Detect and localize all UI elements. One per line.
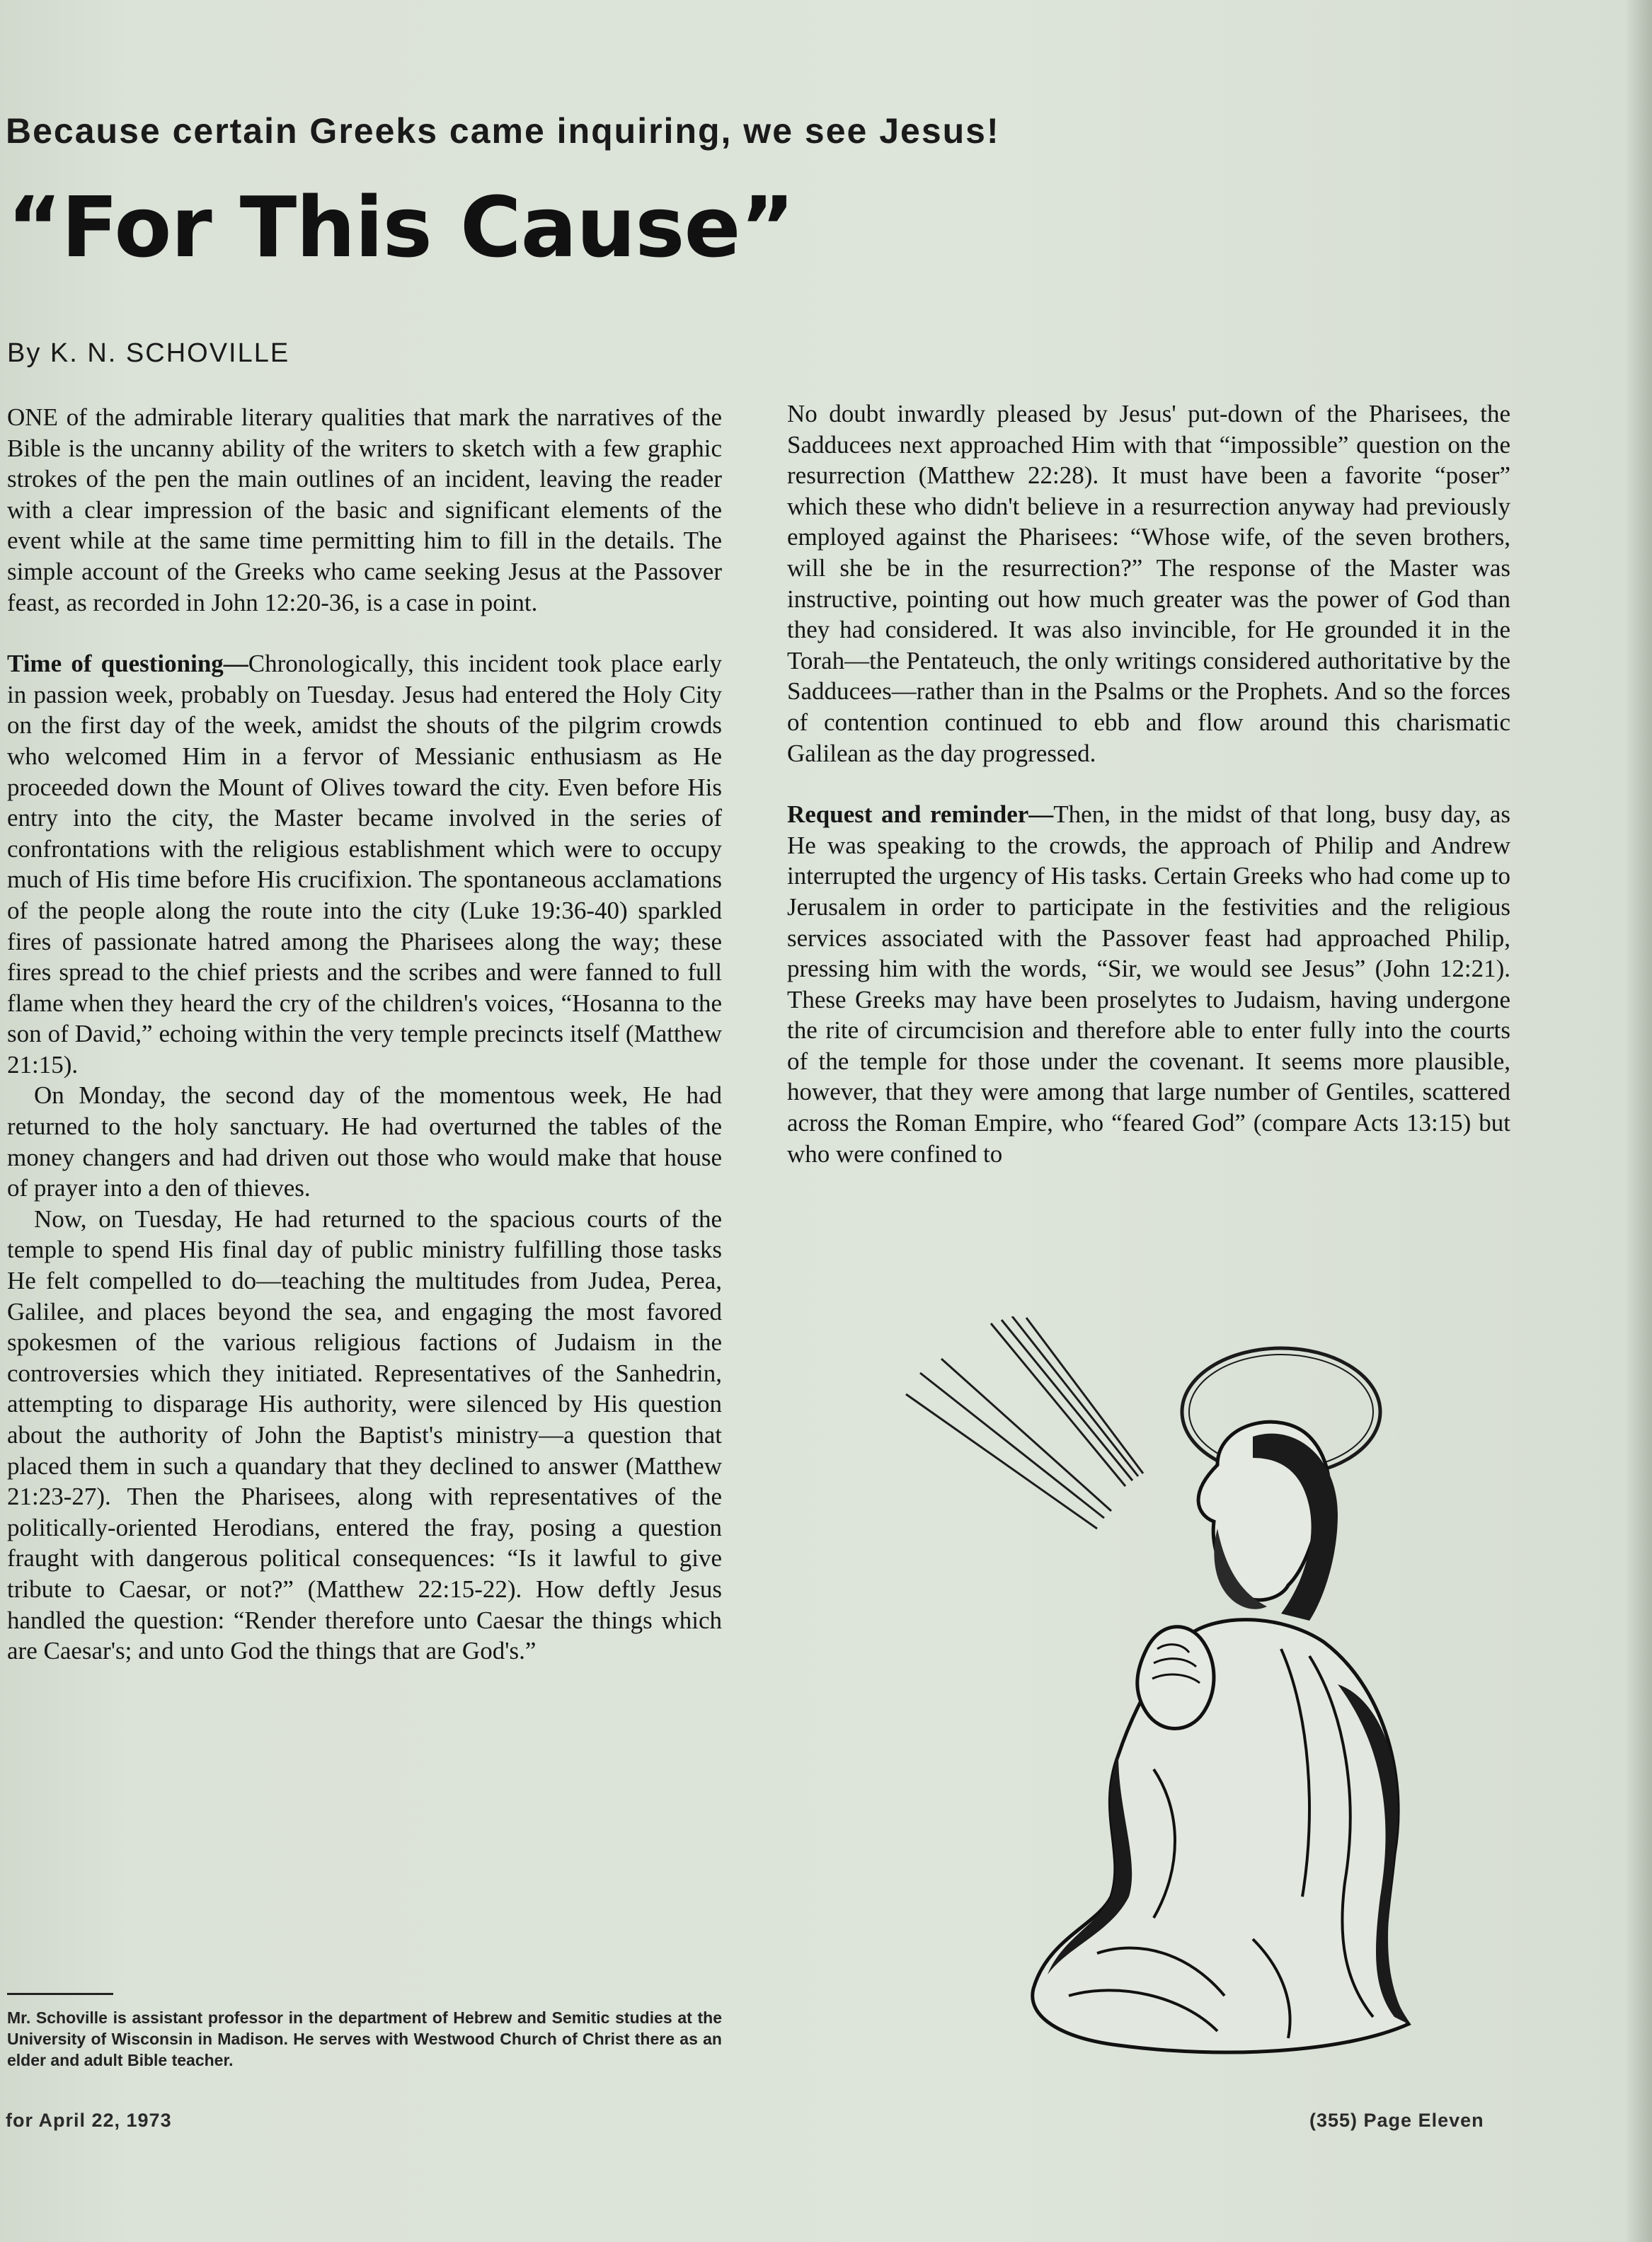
- paragraph-sadducees: No doubt inwardly pleased by Jesus' put-down of the Pharisees, the Sadducees next approached Him with that “impossible” question on the resurrection (Matthew 22:28). It must have been a favorite “poser” which these who didn't believe in a resurrection anyway had previously employed against the Pharisees: “Whose wife, of the seven brothers, will she be in the resurrection?” The response of the Master was instructive, pointing out how much greater was the power of God than they had considered. It was also invincible, for He grounded it in the Torah—the Pentateuch, the only writings considered authoritative by the Sadducees—rather than in the Psalms or the Prophets. And so the forces of contention continued to ebb and flow around this charismatic Galilean as the day progressed.: [787, 400, 1510, 767]
- paragraph-tuesday: Now, on Tuesday, He had returned to the spacious courts of the temple to spend His final day of public ministry fulfilling those tasks He felt compelled to do—teaching the multitudes from Judea, Perea, Galilee, and places beyond the sea, and engaging the most favored spokesmen of the various religious factions of Judaism in the controversies which they initiated. Representatives of the Sanhedrin, attempting to disparage His authority, were silenced by His question about the authority of John the Baptist's ministry—a question that placed them in such a quandary that they declined to answer (Matthew 21:23-27). Then the Pharisees, along with representatives of the politically-oriented Herodians, entered the fray, posing a question fraught with dangerous political consequences: “Is it lawful to give tribute to Caesar, or not?” (Matthew 22:15-22). How deftly Jesus handled the question: “Render therefore unto Caesar the things which are Caesar's; and unto God the things that are God's.”: [7, 1205, 722, 1665]
- left-column: [7, 402, 722, 1667]
- footnote-rule: [7, 1993, 113, 1995]
- robe-icon: [1033, 1620, 1409, 2052]
- section-body: Chronologically, this incident took place early in passion week, probably on Tuesday. Jesus had entered the Holy City on the first day of the week, amidst the shouts of the pilgrim crowds who welcomed Him in a fervor of Messianic enthusiasm as He proceeded down the Mount of Olives toward the city. Even before His entry into the city, the Master became involved in the series of confrontations with the religious establishment which were to occupy much of His time before His crucifixion. The spontaneous acclamations of the people along the route into the city (Luke 19:36-40) sparkled fires of passionate hatred among the Pharisees along the way; these fires spread to the chief priests and the scribes and were fanned to full flame when they heard the cry of the children's voices, “Hosanna to the son of David,” echoing within the very temple precincts itself (Matthew 21:15).: [7, 650, 722, 1079]
- page-number: (355) Page Eleven: [1309, 2110, 1484, 2131]
- article-title: “For This Cause”: [7, 178, 795, 276]
- section-time-of-questioning: [7, 648, 722, 1080]
- author-footnote: Mr. Schoville is assistant professor in the department of Hebrew and Semitic studies at the University of Wisconsin in Madison. He serves with Westwood Church of Christ there as an elder and adult Bible teacher.: [7, 2008, 722, 2069]
- section-heading: Time of questioning—: [7, 650, 248, 678]
- right-column: [787, 398, 1510, 1169]
- intro-paragraph: ONE of the admirable literary qualities that mark the narratives of the Bible is the uncanny ability of the writers to sketch with a few graphic strokes of the pen the main outlines of an incident, leaving the reader with a clear impression of the basic and significant elements of the event while at the same time permitting him to fill in the details. The simple account of the Greeks who came seeking Jesus at the Passover feast, as recorded in John 12:20-36, is a case in point.: [7, 403, 722, 616]
- byline: By K. N. SCHOVILLE: [7, 338, 290, 368]
- light-rays-icon: [906, 1316, 1143, 1529]
- issue-date: for April 22, 1973: [6, 2110, 172, 2131]
- section-body: Then, in the midst of that long, busy day, as He was speaking to the crowds, the approach of Philip and Andrew interrupted the urgency of His tasks. Certain Greeks who had come up to Jerusalem in order to participate in the festivities and the religious services associated with the Passover feast had approached Philip, pressing him with the words, “Sir, we would see Jesus” (John 12:21). These Greeks may have been proselytes to Judaism, having undergone the rite of circumcision and therefore able to enter fully into the courts of the temple for those under the covenant. It seems more plausible, however, that they were among that large number of Gentiles, scattered across the Roman Empire, who “feared God” (compare Acts 13:15) but who were confined to: [787, 800, 1510, 1168]
- article-kicker: Because certain Greeks came inquiring, we see Jesus!: [6, 111, 1000, 151]
- praying-hands-icon: [1137, 1627, 1214, 1729]
- section-request-and-reminder: [787, 799, 1510, 1169]
- page-edge-shadow: [1624, 0, 1652, 2242]
- praying-jesus-illustration: [885, 1316, 1465, 2066]
- section-heading: Request and reminder—: [787, 800, 1054, 829]
- paragraph-monday: On Monday, the second day of the momentous week, He had returned to the holy sanctuary. He had overturned the tables of the money changers and had driven out those who would make that house of prayer into a den of thieves.: [7, 1081, 722, 1202]
